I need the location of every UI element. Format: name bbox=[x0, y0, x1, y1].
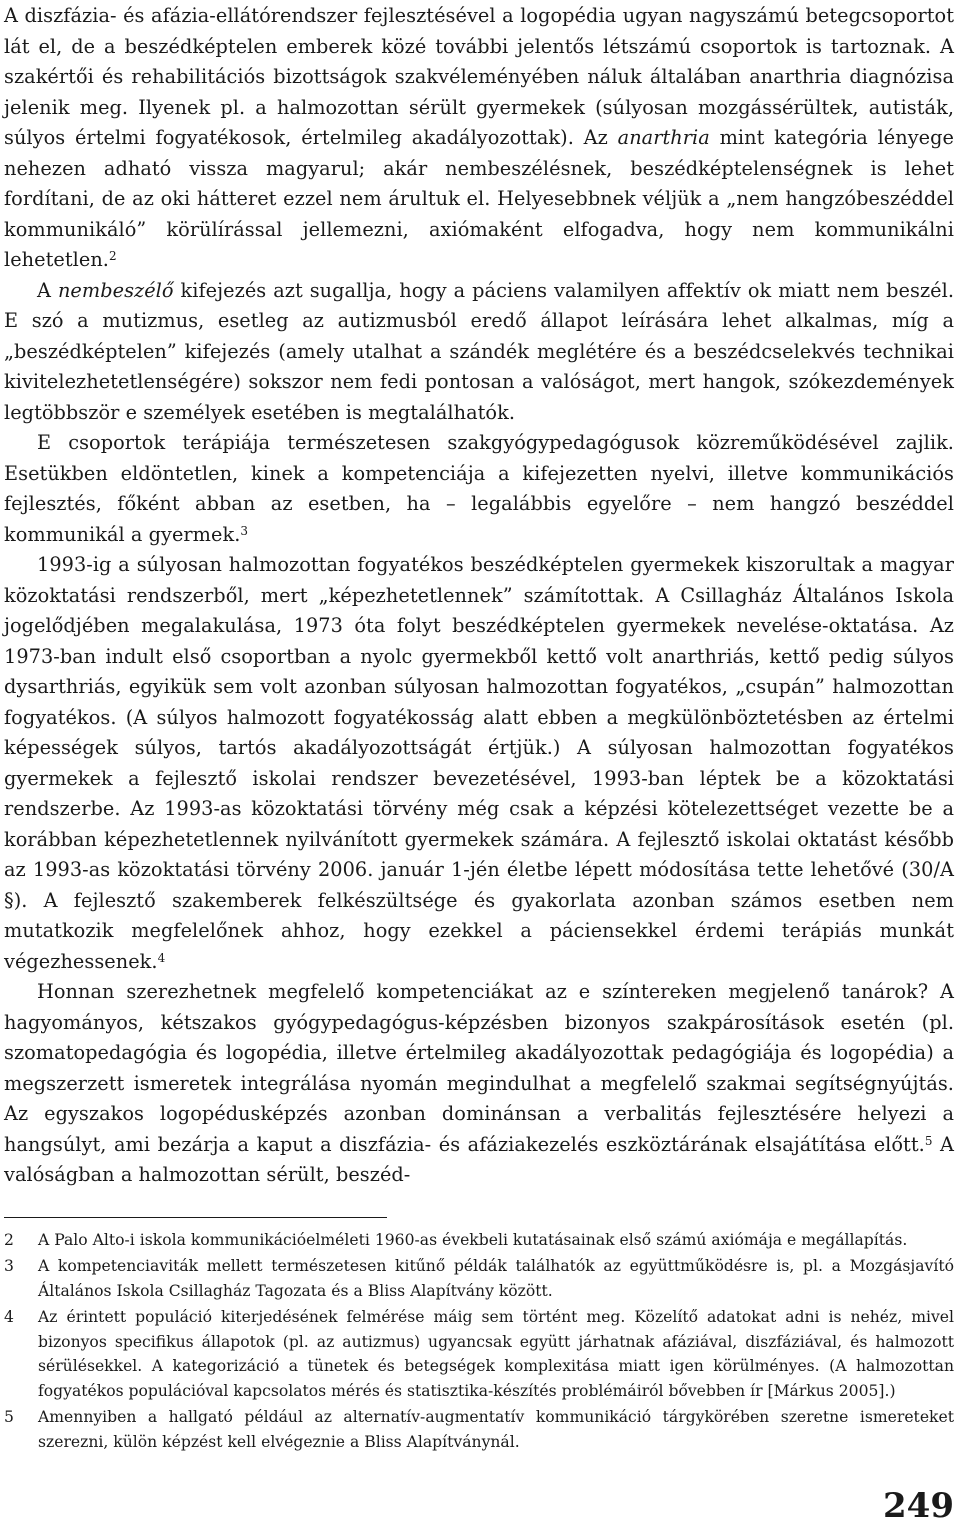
footnote-separator bbox=[4, 1217, 387, 1218]
footnote-ref: 2 bbox=[109, 249, 117, 263]
body-text bbox=[4, 0, 954, 1191]
text-run: A bbox=[37, 278, 58, 302]
text-run: Honnan szerezhetnek megfelelő kompetenciákat az e színtereken megjelenő tanárok? A hagyományos, kétszakos gyógypedagógus-képzésben bizonyos szakpárosítások esetén (pl. szomatopedagógia és logopédia, illetve értelmileg akadályozottak pedagógiája és logopédia) a megszerzett ismeretek integrálása nyomán megindulhat a megfelelő szakmai segítségnyújtás. Az egyszakos logopédusképzés azonban dominánsan a verbalitás fejlesztésére helyezi a hangsúlyt, ami bezárja a kaput a diszfázia- és afáziakezelés eszköztárának elsajátítása előtt. bbox=[4, 980, 954, 1156]
text-run: kifejezés azt sugallja, hogy a páciens valamilyen affektív ok miatt nem beszél. E szó a mutizmus, esetleg az autizmusból eredő állapot leírására lehet alkalmas, míg a „beszédképtelen” kifejezés (amely utalhat a szándék meglétére és a beszédcselekvés technikai kivitelezhetetlenségére) sokszor nem fedi pontosan a valóságot, mert hangok, szókezdemények legtöbbször e személyek esetében is megtalálhatók. bbox=[4, 278, 955, 424]
footnote-text: Az érintett populáció kiterjedésének felmérése máig sem történt meg. Közelítő adatokat adni is nehéz, mivel bizonyos specifikus állapotok (pl. az autizmus) ugyancsak együtt járhatnak afáziával, diszfáziával, és halmozott sérülésekkel. A kategorizáció a tünetek és betegségek komplexitása miatt igen körülményes. (A halmozottan fogyatékos populációval kapcsolatos mérés és statisztika-készítés problémáiról bővebben ír [Márkus 2005].) bbox=[38, 1308, 954, 1400]
text-run: E csoportok terápiája természetesen szakgyógypedagógusok közreműködésével zajlik. Esetükben eldöntetlen, kinek a kompetenciája a kifejezetten nyelvi, illetve kommunikációs fejlesztés, főként abban az esetben, ha – legalábbis egyelőre – nem hangzó beszéddel kommunikál a gyermek. bbox=[4, 431, 954, 546]
footnotes bbox=[4, 1228, 954, 1455]
footnote-text: A kompetenciaviták mellett természetesen kitűnő példák találhatók az együttműködésre is, pl. a Mozgásjavító Általános Iskola Csillagház Tagozata és a Bliss Alapítvány között. bbox=[38, 1257, 954, 1300]
footnote bbox=[4, 1405, 954, 1454]
footnote bbox=[4, 1228, 954, 1253]
footnote-text: A Palo Alto-i iskola kommunikációelméleti 1960-as évekbeli kutatásainak első számú axiómája e megállapítás. bbox=[38, 1230, 908, 1249]
footnote-ref: 5 bbox=[924, 1133, 933, 1148]
paragraph bbox=[4, 428, 954, 550]
footnote-number: 2 bbox=[4, 1230, 14, 1249]
text-run: mint kategória lényege nehezen adható vissza magyarul; akár nembeszélésnek, beszédképtelenségnek is lehet fordítani, de az oki hátteret ezzel nem árultuk el. Helyesebbnek véljük a „nem hangzóbeszéddel kommunikáló” körülírással jellemezni, axiómaként elfogadva, hogy nem kommunikálni lehetetlen. bbox=[4, 126, 954, 271]
footnote-ref: 4 bbox=[157, 950, 166, 965]
text-run: A diszfázia- és afázia-ellátórendszer fejlesztésével a logopédia ugyan nagyszámú betegcsoportot lát el, de a beszédképtelen emberek közé további jelentős létszámú csoportok is tartoznak. A szakértői és rehabilitációs bizottságok szakvéleményében náluk általában anarthria diagnózisa jelenik meg. Ilyenek pl. a halmozottan sérült gyermekek (súlyosan mozgássérültek, autisták, súlyos értelmi fogyatékosok, értelmileg akadályozottak). Az bbox=[4, 4, 954, 149]
footnote-number: 4 bbox=[4, 1308, 14, 1326]
footnote bbox=[4, 1305, 954, 1403]
text-run: A valóságban a halmozottan sérült, beszéd- bbox=[4, 1132, 955, 1186]
footnote-number: 5 bbox=[4, 1408, 14, 1426]
text-run: 1993-ig a súlyosan halmozottan fogyatékos beszédképtelen gyermekek kiszorultak a magyar közoktatási rendszerből, mert „képezhetetlennek” számítottak. A Csillagház Általános Iskola jogelődjében megalakulása, 1973 óta folyt beszédképtelen gyermekek nevelése-oktatása. Az 1973-ban indult első csoportban a nyolc gyermekből kettő volt anarthriás, kettő pedig súlyos dysarthriás, egyikük sem volt azonban súlyosan halmozottan fogyatékos, „csupán” halmozottan fogyatékos. (A súlyos halmozott fogyatékosság alatt ebben a megkülönböztetésben az értelmi képességek súlyos, tartós akadályozottságát értjük.) A súlyosan halmozottan fogyatékos gyermekek a fejlesztő iskolai rendszer bevezetésével, 1993-ban léptek be a közoktatási rendszerbe. Az 1993-as közoktatási törvény még csak a képzési kötelezettséget vezette be a korábban képezhetetlennek nyilvánított gyermekek számára. A fejlesztő iskolai oktatást később az 1993-as közoktatási törvény 2006. január 1-jén életbe lépett módosítása tette lehetővé (30/A §). A fejlesztő szakemberek felkészültsége és gyakorlata azonban számos esetben nem mutatkozik megfelelőnek ahhoz, hogy ezekkel a páciensekkel érdemi terápiás munkát végezhessenek. bbox=[4, 553, 954, 973]
paragraph bbox=[4, 977, 954, 1191]
paragraph bbox=[4, 1, 954, 276]
page-number: 249 bbox=[883, 1486, 954, 1526]
italic-term: anarthria bbox=[617, 126, 710, 149]
paragraph bbox=[4, 550, 954, 977]
footnote-text: Amennyiben a hallgató például az alternatív-augmentatív kommunikáció tárgykörében szeretne ismereteket szerezni, külön képzést kell elvégeznie a Bliss Alapítványnál. bbox=[38, 1408, 954, 1451]
footnote bbox=[4, 1254, 954, 1303]
footnote-ref: 3 bbox=[240, 523, 249, 538]
paragraph bbox=[4, 276, 954, 429]
italic-term: nembeszélő bbox=[57, 278, 174, 302]
footnote-number: 3 bbox=[4, 1257, 14, 1275]
